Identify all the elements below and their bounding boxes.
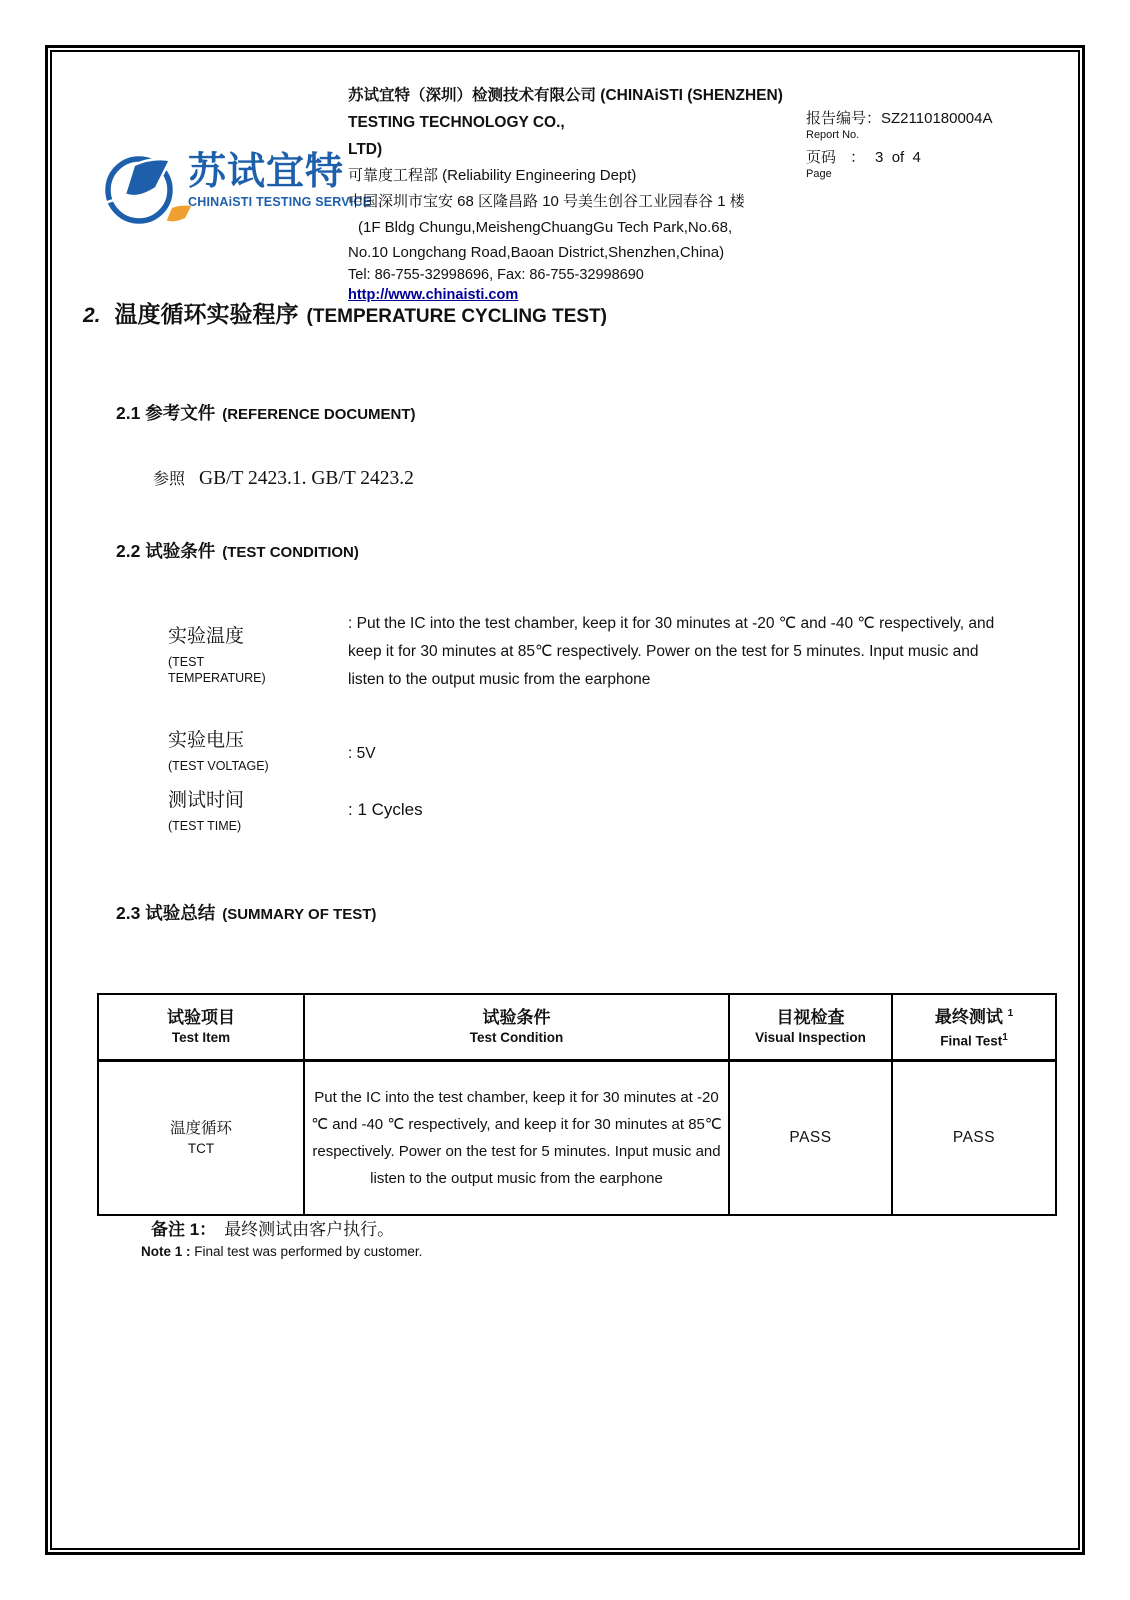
- test-item-cn: 温度循环: [169, 1120, 232, 1137]
- tel-fax-line: Tel: 86-755-32998696, Fax: 86-755-32998690: [348, 267, 644, 283]
- note-en-label: Note 1 :: [141, 1244, 191, 1259]
- test-voltage-value: : 5V: [348, 745, 376, 762]
- report-no-label-cn: 报告编号：: [806, 110, 882, 127]
- summary-table: [97, 993, 1057, 1216]
- section21-heading: [116, 400, 416, 425]
- cell-final-test: PASS: [892, 1061, 1056, 1216]
- header-visual-inspection: [729, 994, 892, 1061]
- test-temperature-label-en2: TEMPERATURE): [168, 671, 266, 685]
- test-time-label-en: (TEST TIME): [168, 819, 242, 833]
- header-final-test: [892, 994, 1056, 1061]
- note-cn: [151, 1215, 394, 1240]
- reference-document-line: [153, 466, 414, 490]
- section23-title-en: (SUMMARY OF TEST): [222, 906, 377, 923]
- note-en-text: Final test was performed by customer.: [194, 1244, 423, 1259]
- company-name-line2: LTD): [348, 141, 383, 158]
- header-test-condition: [304, 994, 729, 1061]
- test-time-label-cn: 测试时间: [168, 790, 245, 811]
- test-voltage-label: [168, 730, 269, 774]
- section23-title-cn: 2.3 试验总结: [116, 903, 216, 923]
- section22-title-cn: 2.2 试验条件: [116, 541, 216, 561]
- header-test-item-en: Test Item: [171, 1030, 231, 1045]
- report-no-label-en: Report No.: [806, 129, 860, 141]
- section21-title-en: (REFERENCE DOCUMENT): [222, 406, 416, 423]
- page-label-en: Page: [806, 168, 832, 180]
- table-row: [98, 1061, 1056, 1216]
- logo-tagline: CHINAiSTI TESTING SERVICE: [188, 195, 372, 209]
- section23-heading: [116, 900, 376, 925]
- test-time-label: [168, 790, 244, 834]
- report-info: [806, 110, 1056, 188]
- page-value: 3 of 4: [875, 149, 921, 166]
- section21-title-cn: 2.1 参考文件: [116, 403, 216, 423]
- header-test-item-cn: 试验项目: [167, 1008, 235, 1027]
- page-label-cn: 页码: [806, 149, 837, 166]
- logo-name-cn: 苏试宜特: [188, 151, 345, 193]
- reference-cn: 参照: [153, 471, 186, 488]
- header-test-condition-en: Test Condition: [469, 1030, 564, 1045]
- section2-title-cn: 温度循环实验程序: [114, 301, 299, 327]
- report-page: [48, 48, 1082, 1552]
- cell-visual-inspection: PASS: [729, 1061, 892, 1216]
- note-cn-text: 最终测试由客户执行。: [224, 1220, 395, 1239]
- header-final-test-cn: 最终测试 $^1$: [934, 1008, 1014, 1028]
- section22-title-en: (TEST CONDITION): [222, 544, 359, 561]
- section2-title-en: (TEMPERATURE CYCLING TEST): [306, 306, 607, 327]
- address-cn: 中国深圳市宝安 68 区隆昌路 10 号美生创谷工业园春谷 1 楼: [348, 193, 745, 210]
- report-no-value: SZ2110180004A: [881, 110, 993, 127]
- header-visual-inspection-cn: 目视检查: [776, 1008, 845, 1027]
- test-voltage-label-en: (TEST VOLTAGE): [168, 759, 269, 773]
- test-time-value: : 1 Cycles: [348, 800, 423, 819]
- report-no-row: [806, 110, 1056, 128]
- cell-test-item: [98, 1061, 304, 1216]
- note-en: [141, 1244, 422, 1259]
- test-voltage-label-cn: 实验电压: [168, 730, 245, 751]
- section22-heading: [116, 538, 359, 563]
- address-en-line1: (1F Bldg Chungu,MeishengChuangGu Tech Park,No.68,: [358, 219, 733, 236]
- test-item-en: TCT: [187, 1141, 215, 1156]
- department-line: 可靠度工程部 (Reliability Engineering Dept): [348, 167, 637, 184]
- section2-heading: [83, 296, 607, 329]
- company-name-line1: 苏试宜特（深圳）检测技术有限公司 (CHINAiSTI (SHENZHEN) TESTING TECHNOLOGY CO.,: [348, 87, 783, 131]
- test-temperature-label-cn: 实验温度: [168, 626, 245, 647]
- header-final-test-en: Final Test$^1$: [940, 1032, 1008, 1049]
- website-link[interactable]: http://www.chinaisti.com: [348, 287, 519, 303]
- company-header: [348, 82, 818, 305]
- note-cn-label: 备注 1：: [151, 1220, 217, 1239]
- page-border: [45, 45, 1085, 1555]
- header-test-item: [98, 994, 304, 1061]
- reference-standards: GB/T 2423.1. GB/T 2423.2: [199, 468, 414, 489]
- header-test-condition-cn: 试验条件: [482, 1008, 551, 1027]
- header-visual-inspection-en: Visual Inspection: [755, 1030, 866, 1045]
- test-temperature-value: : Put the IC into the test chamber, keep it for 30 minutes at -20 ℃ and -40 ℃ respectively, and keep it for 30 minutes at 85℃ respectively. Power on the test for 5 minutes. Input music and listen to the output music from the earphone: [348, 615, 995, 688]
- section2-number: 2.: [83, 304, 101, 327]
- test-temperature-label-en1: (TEST: [168, 655, 205, 669]
- final-test-superscript: 1: [1007, 1008, 1014, 1020]
- page-row: [806, 149, 1056, 167]
- page-colon: ：: [850, 149, 866, 166]
- test-temperature-label: [168, 626, 266, 686]
- summary-table-header-row: [98, 994, 1056, 1061]
- cell-test-condition: Put the IC into the test chamber, keep it for 30 minutes at -20 ℃ and -40 ℃ respectively, and keep it for 30 minutes at 85℃ respectively. Power on the test for 5 minutes. Input music and listen to the output music from the earphone: [304, 1061, 729, 1216]
- address-en-line2: No.10 Longchang Road,Baoan District,Shenzhen,China): [348, 244, 725, 261]
